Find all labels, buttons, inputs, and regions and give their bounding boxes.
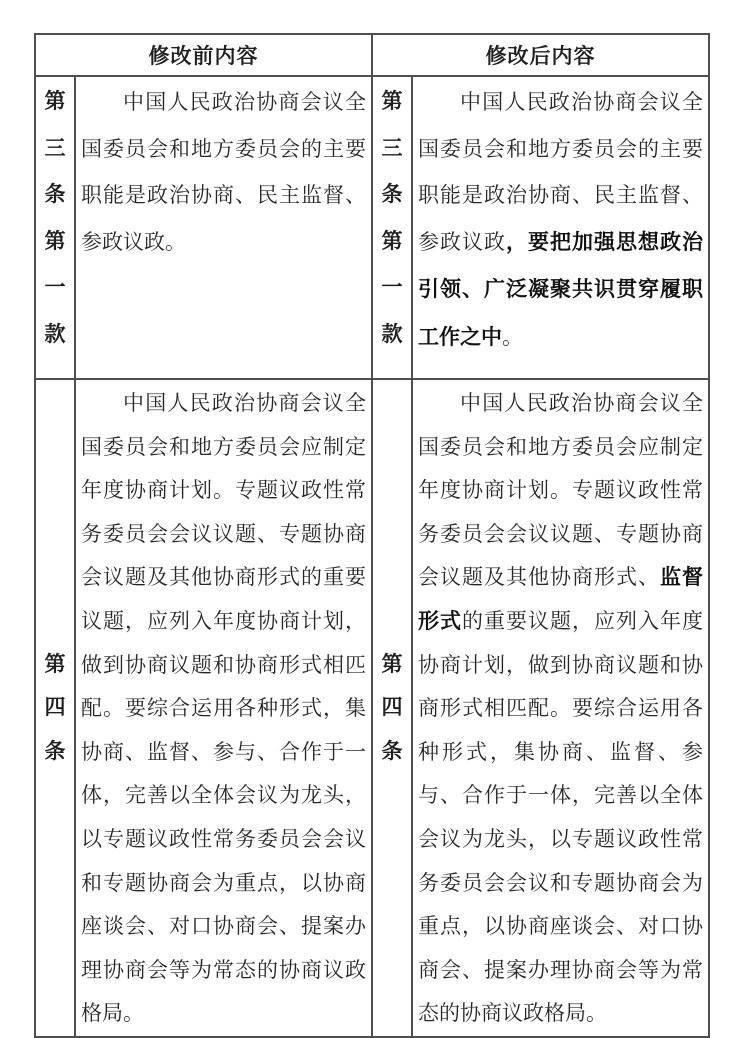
article-4-label-before: 第 四 条 [35, 379, 75, 1037]
article-3-1-content-before [75, 76, 372, 379]
article-4-content-after [412, 379, 709, 1037]
article-4-content-before [75, 379, 372, 1037]
paragraph: 中国人民政治协商会议全国委员会和地方委员会的主要职能是政治协商、民主监督、参政议政。 [81, 90, 366, 254]
amendment-comparison-table [34, 33, 710, 1038]
article-4-label-after: 第 四 条 [372, 379, 412, 1037]
article-3-1-content-after [412, 76, 709, 379]
header-row [35, 34, 709, 76]
column-header-after: 修改后内容 [372, 34, 709, 76]
table-row-article-4 [35, 379, 709, 1037]
paragraph: 中国人民政治协商会议全国委员会和地方委员会的主要职能是政治协商、民主监督、参政议政，要把加强思想政治引领、广泛凝聚共识贯穿履职工作之中。 [418, 90, 703, 349]
column-header-before: 修改前内容 [35, 34, 372, 76]
article-3-1-label-after: 第 三 条 第 一 款 [372, 76, 412, 379]
paragraph: 中国人民政治协商会议全国委员会和地方委员会应制定年度协商计划。专题议政性常务委员会会议议题、专题协商会议题及其他协商形式、监督形式的重要议题，应列入年度协商计划，做到协商议题和协商形式相匹配。要综合运用各种形式，集协商、监督、参与、合作于一体，完善以全体会议为龙头，以专题议政性常务委员会会议和专题协商会为重点，以协商座谈会、对口协商会、提案办理协商会等为常态的协商议政格局。 [418, 391, 703, 1026]
paragraph: 中国人民政治协商会议全国委员会和地方委员会应制定年度协商计划。专题议政性常务委员会会议议题、专题协商会议题及其他协商形式的重要议题，应列入年度协商计划，做到协商议题和协商形式相匹配。要综合运用各种形式，集协商、监督、参与、合作于一体，完善以全体会议为龙头，以专题议政性常务委员会会议和专题协商会为重点，以协商座谈会、对口协商会、提案办理协商会等为常态的协商议政格局。 [81, 391, 366, 1026]
table-row-article-3-1 [35, 76, 709, 379]
article-3-1-label-before: 第 三 条 第 一 款 [35, 76, 75, 379]
